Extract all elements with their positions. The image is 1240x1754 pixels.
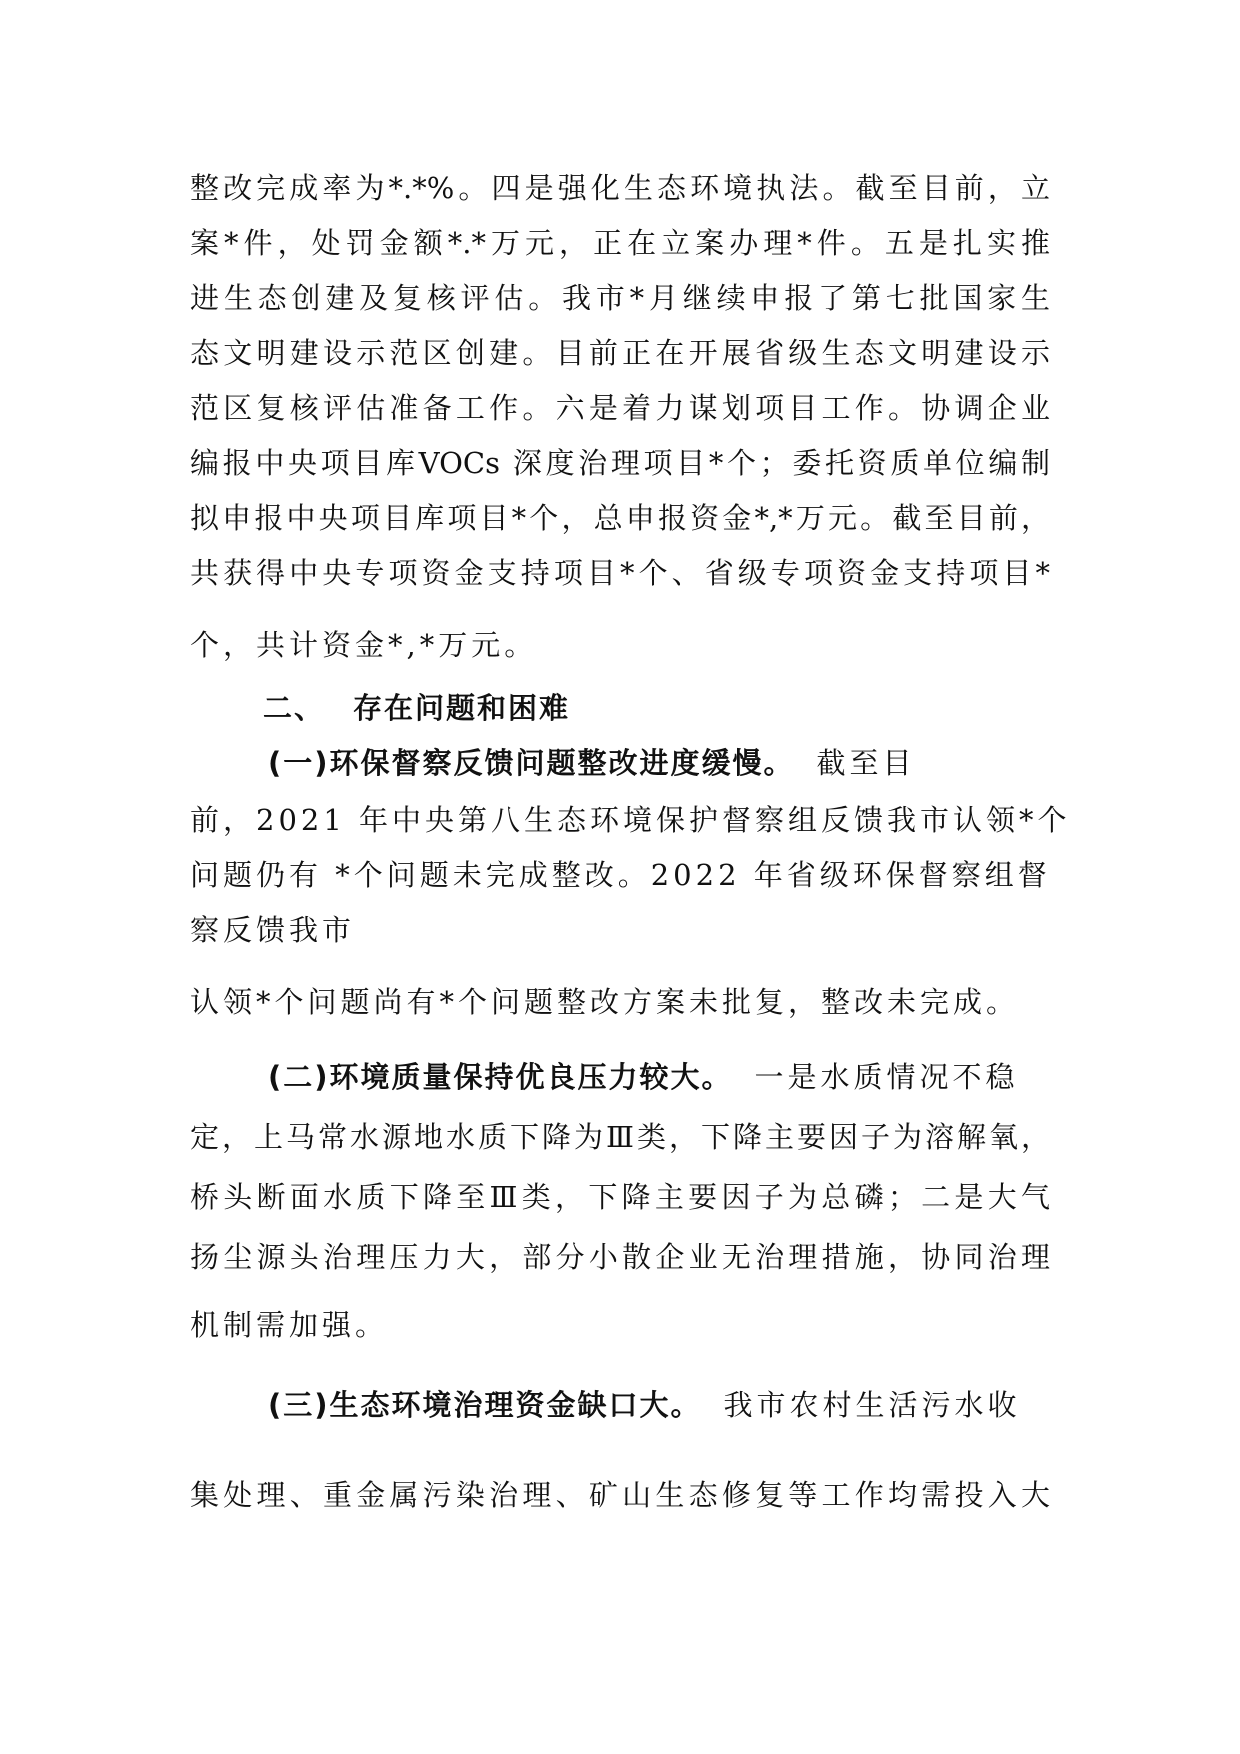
paragraph-line: 共获得中央专项资金支持项目*个、省级专项资金支持项目*	[190, 556, 1050, 590]
subsection-1-heading: (一)环保督察反馈问题整改进度缓慢。	[268, 746, 795, 780]
paragraph-line: 整改完成率为*.*%。四是强化生态环境执法。截至目前，立	[190, 171, 1050, 205]
subsection-3-lead: 我市农村生活污水收	[723, 1388, 1021, 1422]
paragraph-line: 案*件，处罚金额*.*万元，正在立案办理*件。五是扎实推	[190, 226, 1050, 260]
paragraph-line: 拟申报中央项目库项目*个，总申报资金*,*万元。截至目前，	[190, 501, 1050, 535]
paragraph-line: 定，上马常水源地水质下降为Ⅲ类，下降主要因子为溶解氧，	[190, 1120, 1050, 1154]
subsection-2-heading: (二)环境质量保持优良压力较大。	[268, 1060, 733, 1094]
subsection-3-heading-line	[268, 1385, 1021, 1425]
paragraph-line: 编报中央项目库VOCs 深度治理项目*个；委托资质单位编制	[190, 446, 1050, 480]
subsection-3-heading: (三)生态环境治理资金缺口大。	[268, 1388, 702, 1422]
paragraph-line: 态文明建设示范区创建。目前正在开展省级生态文明建设示	[190, 336, 1050, 370]
subsection-1-heading-line	[268, 743, 916, 783]
paragraph-line: 察反馈我市	[190, 913, 356, 947]
subsection-1-lead: 截至目	[816, 746, 916, 780]
paragraph-line: 个，共计资金*,*万元。	[190, 628, 538, 662]
subsection-2-lead: 一是水质情况不稳	[754, 1060, 1019, 1094]
section-title: 存在问题和困难	[353, 691, 571, 725]
section-heading	[263, 688, 570, 728]
paragraph-line: 认领*个问题尚有*个问题整改方案未批复，整改未完成。	[190, 985, 1020, 1019]
paragraph-line: 集处理、重金属污染治理、矿山生态修复等工作均需投入大	[190, 1478, 1050, 1512]
paragraph-line: 扬尘源头治理压力大，部分小散企业无治理措施，协同治理	[190, 1240, 1050, 1274]
paragraph-line: 范区复核评估准备工作。六是着力谋划项目工作。协调企业	[190, 391, 1050, 425]
subsection-2-heading-line	[268, 1057, 1019, 1097]
paragraph-line: 机制需加强。	[190, 1308, 389, 1342]
paragraph-line: 进生态创建及复核评估。我市*月继续申报了第七批国家生	[190, 281, 1050, 315]
paragraph-line: 问题仍有 *个问题未完成整改。2022 年省级环保督察组督	[190, 858, 1051, 892]
paragraph-line: 桥头断面水质下降至Ⅲ类，下降主要因子为总磷；二是大气	[190, 1180, 1050, 1214]
section-number: 二、	[263, 691, 326, 725]
paragraph-line: 前，2021 年中央第八生态环境保护督察组反馈我市认领*个	[190, 803, 1071, 837]
